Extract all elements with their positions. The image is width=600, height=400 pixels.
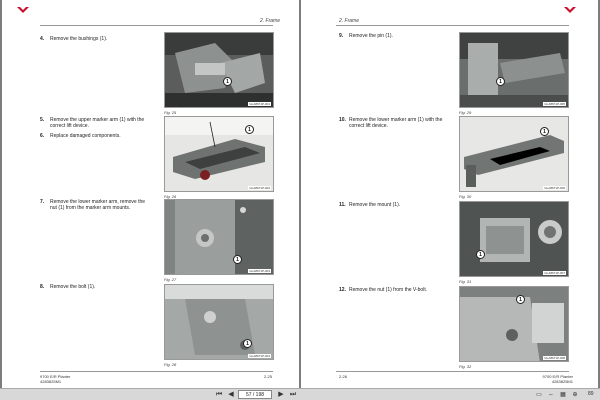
- photo-code: GLA8671P-005: [544, 102, 565, 106]
- step-text: Remove the nut (1) from the V-bolt.: [349, 287, 428, 293]
- step-number: 6.: [40, 133, 45, 139]
- zoom-readout: 89: [588, 391, 594, 397]
- page-number: 2-26: [339, 374, 348, 379]
- photo-code: GLA8671P-008: [544, 356, 565, 360]
- step-number: 7.: [40, 199, 45, 205]
- step-number: 8.: [40, 284, 45, 290]
- figure-photo: [164, 199, 274, 275]
- step-number: 11.: [339, 202, 346, 208]
- figure-photo: [459, 116, 569, 192]
- figure-26: [164, 116, 274, 199]
- step-text: Remove the lower marker arm (1) with the correct lift device.: [349, 117, 443, 129]
- callout-marker: 1: [476, 250, 485, 259]
- figure-32: [459, 286, 569, 369]
- fit-page-icon[interactable]: ▭: [536, 392, 542, 398]
- figure-photo: [164, 116, 274, 192]
- step-text: Remove the pin (1).: [349, 33, 393, 39]
- figure-photo: [164, 284, 274, 360]
- callout-marker: 1: [245, 125, 254, 134]
- photo-code: GLA8671P-003: [249, 269, 270, 273]
- step-text: Remove the bolt (1).: [50, 284, 96, 290]
- figure-caption: Fig. 32: [459, 364, 472, 369]
- callout-marker: 1: [496, 77, 505, 86]
- footer-rule: [40, 371, 273, 372]
- figure-caption: Fig. 30: [459, 194, 472, 199]
- section-header: 2. Frame: [260, 18, 281, 24]
- figure-29: [459, 32, 569, 115]
- figure-28: [164, 284, 274, 367]
- figure-caption: Fig. 25: [164, 110, 177, 115]
- figure-photo: [164, 32, 274, 108]
- navigation-toolbar: [0, 388, 600, 400]
- figure-27: [164, 199, 274, 282]
- header-rule: [40, 25, 273, 26]
- zoom-icon[interactable]: ⊕: [572, 392, 578, 398]
- step-number: 10.: [339, 117, 346, 123]
- callout-marker: 1: [540, 127, 549, 136]
- callout-marker: 1: [243, 339, 252, 348]
- footer-title: 9700 E/R Planter: [40, 374, 71, 379]
- figure-photo: [459, 201, 569, 277]
- figure-caption: Fig. 29: [459, 110, 472, 115]
- footer-code: 4283825M1: [551, 379, 573, 384]
- step-text: Remove the bushings (1).: [50, 36, 108, 42]
- step-text: Remove the mount (1).: [349, 202, 401, 208]
- header-rule: [336, 25, 569, 26]
- footer-rule: [336, 371, 569, 372]
- brand-logo: [16, 6, 30, 14]
- photo-code: GLA8671P-004: [249, 354, 270, 358]
- step-text: Replace damaged components.: [50, 133, 121, 139]
- figure-caption: Fig. 27: [164, 277, 177, 282]
- step-number: 9.: [339, 33, 344, 39]
- callout-marker: 1: [233, 255, 242, 264]
- step-number: 4.: [40, 36, 45, 42]
- footer-info: [533, 374, 573, 384]
- figure-photo: [459, 32, 569, 108]
- step-text: Remove the upper marker arm (1) with the correct lift device.: [50, 117, 145, 129]
- step-text: Remove the lower marker arm, remove the nut (1) from the marker arm mounts.: [50, 199, 146, 211]
- callout-marker: 1: [516, 295, 525, 304]
- skip-last-icon[interactable]: ⏭: [289, 391, 297, 398]
- figure-caption: Fig. 26: [164, 194, 177, 199]
- figure-caption: Fig. 31: [459, 279, 472, 284]
- footer-title: 9700 E/R Planter: [542, 374, 573, 379]
- photo-code: GLA8671P-006: [544, 186, 565, 190]
- figure-photo: [459, 286, 569, 362]
- photo-code: GLA8671P-007: [544, 271, 565, 275]
- figure-25: [164, 32, 274, 115]
- previous-icon[interactable]: ◀: [228, 391, 234, 398]
- figure-31: [459, 201, 569, 284]
- right-page: [301, 0, 598, 388]
- footer-code: 4283825M1: [40, 379, 62, 384]
- footer-info: [40, 374, 70, 384]
- fit-width-icon[interactable]: ⇔: [548, 392, 554, 398]
- step-number: 12.: [339, 287, 346, 293]
- figure-30: [459, 116, 569, 199]
- callout-marker: 1: [223, 77, 232, 86]
- step-number: 5.: [40, 117, 45, 123]
- brand-logo: [563, 6, 577, 14]
- grid-view-icon[interactable]: ▦: [560, 392, 566, 398]
- left-page: [2, 0, 299, 388]
- photo-code: GLA8671P-002: [249, 186, 270, 190]
- figure-caption: Fig. 28: [164, 362, 177, 367]
- skip-first-icon[interactable]: ⏮: [215, 391, 223, 398]
- page-number-field[interactable]: [238, 390, 272, 399]
- section-header: 2. Frame: [339, 18, 360, 24]
- next-icon[interactable]: ▶: [278, 391, 284, 398]
- photo-code: GLA8671P-001: [249, 102, 270, 106]
- page-number: 2-25: [264, 374, 273, 379]
